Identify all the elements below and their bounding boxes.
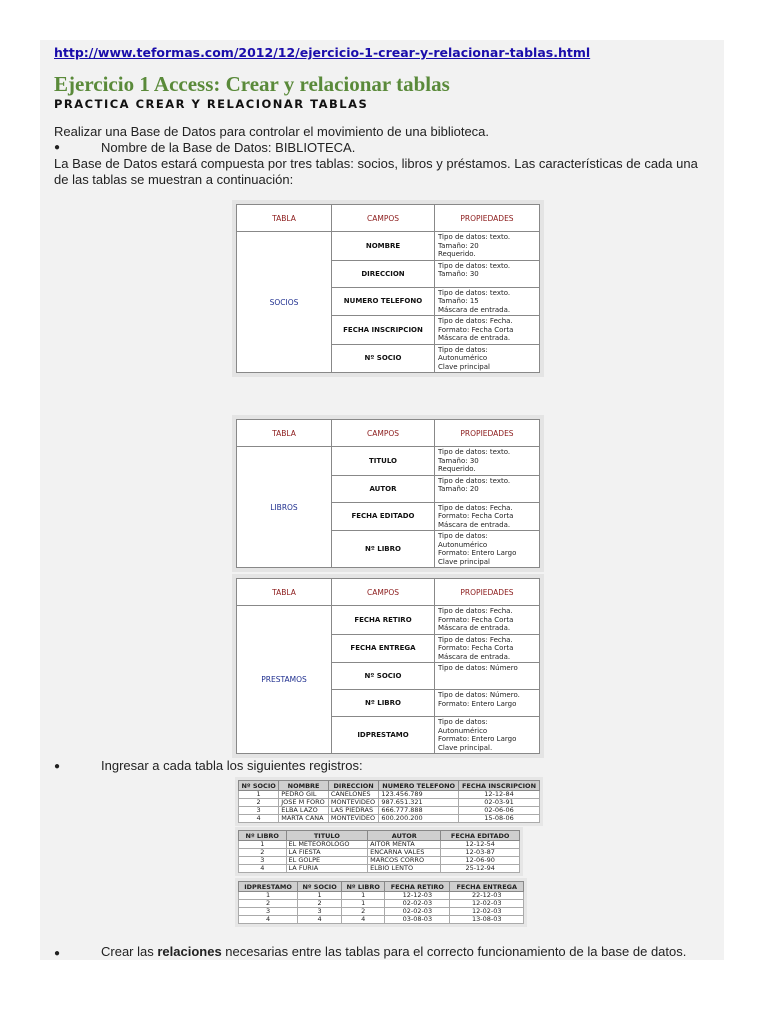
field-properties-cell [435, 690, 540, 717]
table-cell: 1 [342, 900, 385, 908]
table-cell: ELBA LAZO [279, 807, 329, 815]
table-cell: MARTA CANA [279, 815, 329, 823]
table-cell: 25-12-94 [441, 865, 520, 873]
table-cell: 666.777.888 [379, 807, 459, 815]
field-properties-cell [435, 502, 540, 531]
table-cell: 2 [298, 900, 342, 908]
property-line: Formato: Entero Largo [438, 549, 517, 557]
property-line: Tipo de datos: Número [438, 664, 518, 672]
property-line: Clave principal [438, 557, 490, 566]
table-cell: 3 [239, 857, 287, 865]
property-line: Formato: Fecha Corta [438, 512, 514, 520]
column-header: Nº LIBRO [342, 882, 385, 892]
table-cell: 2 [239, 849, 287, 857]
property-line: Tamaño: 20 [438, 485, 479, 493]
field-name-cell: Nº LIBRO [332, 690, 435, 717]
field-name-cell: FECHA EDITADO [332, 502, 435, 531]
property-line: Tipo de datos: texto. [438, 261, 511, 270]
column-header: FECHA ENTREGA [450, 882, 524, 892]
page-subtitle: PRACTICA CREAR Y RELACIONAR TABLAS [54, 97, 369, 111]
table-cell: 15-08-06 [459, 815, 540, 823]
field-properties-cell [435, 717, 540, 754]
header-row [239, 781, 540, 791]
field-name-cell: Nº SOCIO [332, 663, 435, 690]
source-link[interactable]: http://www.teformas.com/2012/12/ejercicio-1-crear-y-relacionar-tablas.html [54, 45, 591, 60]
property-line: Formato: Fecha Corta [438, 325, 514, 334]
header-tabla: TABLA [237, 579, 332, 606]
table-cell: 3 [239, 807, 279, 815]
property-line: Tipo de datos: Autonumérico [438, 532, 488, 549]
field-properties-cell [435, 287, 540, 316]
property-line: Requerido. [438, 465, 476, 473]
field-name-cell: FECHA ENTREGA [332, 634, 435, 663]
table-cell: 2 [239, 799, 279, 807]
table-cell: 12-12-84 [459, 791, 540, 799]
table-cell: 02-02-03 [385, 900, 450, 908]
column-header: DIRECCION [328, 781, 378, 791]
property-line: Tipo de datos: texto. [438, 233, 511, 241]
table-cell: MARCOS CORRO [368, 857, 441, 865]
table-cell: 22-12-03 [450, 892, 524, 900]
header-row [239, 882, 524, 892]
property-line: Clave principal. [438, 743, 493, 752]
bullet-icon: ● [54, 761, 61, 772]
property-line: Tamaño: 30 [438, 270, 479, 278]
header-tabla: TABLA [237, 420, 332, 447]
column-header: FECHA INSCRIPCION [459, 781, 540, 791]
field-name-cell: IDPRESTAMO [332, 717, 435, 754]
table-row [239, 916, 524, 924]
field-properties-cell [435, 232, 540, 261]
table-cell: 1 [298, 892, 342, 900]
table-cell: 4 [298, 916, 342, 924]
table-cell: EL METEOROLOGO [286, 841, 368, 849]
table-cell: 13-08-03 [450, 916, 524, 924]
table-cell: 2 [342, 908, 385, 916]
column-header: NUMERO TELEFONO [379, 781, 459, 791]
property-line: Tipo de datos: texto. [438, 288, 511, 297]
prestamos-records-table [238, 881, 524, 924]
prestamos-structure-table [236, 578, 540, 754]
table-cell: 12-02-03 [450, 908, 524, 916]
table-cell: JOSE M FORO [279, 799, 329, 807]
header-campos: CAMPOS [332, 420, 435, 447]
table-cell: 12-02-03 [450, 900, 524, 908]
column-header: FECHA EDITADO [441, 831, 520, 841]
table-cell: MONTEVIDEO [328, 815, 378, 823]
field-row [237, 606, 540, 635]
table-cell: 4 [239, 916, 298, 924]
table-cell: ENCARNA VALES [368, 849, 441, 857]
header-propiedades: PROPIEDADES [435, 420, 540, 447]
socios-records-table [238, 780, 540, 823]
property-line: Tamaño: 30 [438, 456, 479, 465]
property-line: Tipo de datos: texto. [438, 476, 511, 485]
table-cell: 12-06-90 [441, 857, 520, 865]
table-name-cell: PRESTAMOS [237, 606, 332, 754]
field-name-cell: NOMBRE [332, 232, 435, 261]
table-row [239, 815, 540, 823]
property-line: Tipo de datos: Fecha. [438, 503, 513, 512]
field-row [237, 447, 540, 476]
field-properties-cell [435, 475, 540, 502]
field-properties-cell [435, 316, 540, 345]
table-cell: CANELONES [328, 791, 378, 799]
header-campos: CAMPOS [332, 579, 435, 606]
property-line: Clave principal [438, 362, 490, 371]
column-header: FECHA RETIRO [385, 882, 450, 892]
relations-text-after: necesarias entre las tablas para el correcto funcionamiento de la base de datos. [221, 944, 687, 959]
table-cell: 03-08-03 [385, 916, 450, 924]
bullet-icon: ● [54, 142, 61, 153]
table-cell: 1 [239, 892, 298, 900]
table-cell: ELBIO LENTO [368, 865, 441, 873]
relations-text-before: Crear las [101, 944, 158, 959]
table-cell: 3 [298, 908, 342, 916]
document-page [40, 40, 724, 960]
table-cell: 02-03-91 [459, 799, 540, 807]
bullet-icon: ● [54, 948, 61, 959]
field-name-cell: Nº LIBRO [332, 531, 435, 568]
column-header: Nº LIBRO [239, 831, 287, 841]
field-properties-cell [435, 606, 540, 635]
column-header: IDPRESTAMO [239, 882, 298, 892]
table-cell: 12-03-87 [441, 849, 520, 857]
field-name-cell: AUTOR [332, 475, 435, 502]
field-properties-cell [435, 531, 540, 568]
field-properties-cell [435, 344, 540, 373]
column-header: TITULO [286, 831, 368, 841]
table-cell: AITOR MENTA [368, 841, 441, 849]
table-cell: 123.456.789 [379, 791, 459, 799]
table-cell: PEDRO GIL [279, 791, 329, 799]
property-line: Tipo de datos: Fecha. [438, 317, 513, 325]
property-line: Tipo de datos: texto. [438, 448, 511, 456]
table-cell: 2 [239, 900, 298, 908]
table-cell: 02-06-06 [459, 807, 540, 815]
field-name-cell: FECHA INSCRIPCION [332, 316, 435, 345]
field-name-cell: NUMERO TELEFONO [332, 287, 435, 316]
header-campos: CAMPOS [332, 205, 435, 232]
field-properties-cell [435, 663, 540, 690]
page-title: Ejercicio 1 Access: Crear y relacionar tablas [54, 72, 450, 96]
table-name-cell: SOCIOS [237, 232, 332, 373]
libros-structure-table [236, 419, 540, 568]
socios-structure-table [236, 204, 540, 373]
property-line: Requerido. [438, 250, 476, 258]
property-line: Máscara de entrada. [438, 305, 511, 314]
table-cell: LAS PIEDRAS [328, 807, 378, 815]
intro-paragraph: Realizar una Base de Datos para controlar el movimiento de una biblioteca. [54, 124, 490, 139]
libros-records-table [238, 830, 520, 873]
table-cell: 12-12-03 [385, 892, 450, 900]
property-line: Formato: Fecha Corta [438, 615, 514, 624]
table-cell: 1 [239, 841, 287, 849]
property-line: Tipo de datos: Autonumérico [438, 718, 488, 735]
header-row [239, 831, 520, 841]
relations-instruction [101, 944, 686, 959]
property-line: Máscara de entrada. [438, 652, 511, 661]
property-line: Formato: Fecha Corta [438, 644, 514, 652]
field-name-cell: TITULO [332, 447, 435, 476]
property-line: Tamaño: 20 [438, 241, 479, 250]
property-line: Tamaño: 15 [438, 297, 479, 305]
property-line: Formato: Entero Largo [438, 735, 517, 743]
field-name-cell: FECHA RETIRO [332, 606, 435, 635]
table-cell: 3 [239, 908, 298, 916]
table-cell: 600.200.200 [379, 815, 459, 823]
property-line: Tipo de datos: Fecha. [438, 635, 513, 644]
tables-description: La Base de Datos estará compuesta por tres tablas: socios, libros y préstamos. Las características de cada una de las tablas se muestran a continuación: [54, 156, 698, 187]
table-cell: 4 [239, 865, 287, 873]
header-propiedades: PROPIEDADES [435, 205, 540, 232]
property-line: Formato: Entero Largo [438, 699, 517, 708]
header-propiedades: PROPIEDADES [435, 579, 540, 606]
property-line: Tipo de datos: Número. [438, 691, 520, 699]
db-name-item: Nombre de la Base de Datos: BIBLIOTECA. [101, 140, 356, 155]
records-instruction: Ingresar a cada tabla los siguientes registros: [101, 758, 363, 773]
table-cell: 1 [342, 892, 385, 900]
table-cell: LA FIESTA [286, 849, 368, 857]
table-cell: 12-12-54 [441, 841, 520, 849]
field-properties-cell [435, 634, 540, 663]
table-cell: 1 [239, 791, 279, 799]
column-header: Nº SOCIO [239, 781, 279, 791]
column-header: NOMBRE [279, 781, 329, 791]
table-cell: EL GOLPE [286, 857, 368, 865]
relations-text-bold: relaciones [157, 944, 222, 959]
property-line: Tipo de datos: Fecha. [438, 607, 513, 615]
table-cell: 987.651.321 [379, 799, 459, 807]
field-row [237, 232, 540, 261]
field-name-cell: DIRECCION [332, 260, 435, 287]
table-row [239, 865, 520, 873]
table-cell: 4 [239, 815, 279, 823]
table-cell: MONTEVIDEO [328, 799, 378, 807]
table-cell: LA FURIA [286, 865, 368, 873]
property-line: Tipo de datos: Autonumérico [438, 345, 488, 362]
column-header: Nº SOCIO [298, 882, 342, 892]
property-line: Máscara de entrada. [438, 520, 511, 529]
table-name-cell: LIBROS [237, 447, 332, 568]
property-line: Máscara de entrada. [438, 624, 511, 632]
property-line: Máscara de entrada. [438, 334, 511, 342]
field-properties-cell [435, 447, 540, 476]
field-name-cell: Nº SOCIO [332, 344, 435, 373]
table-cell: 4 [342, 916, 385, 924]
header-tabla: TABLA [237, 205, 332, 232]
field-properties-cell [435, 260, 540, 287]
column-header: AUTOR [368, 831, 441, 841]
table-cell: 02-02-03 [385, 908, 450, 916]
